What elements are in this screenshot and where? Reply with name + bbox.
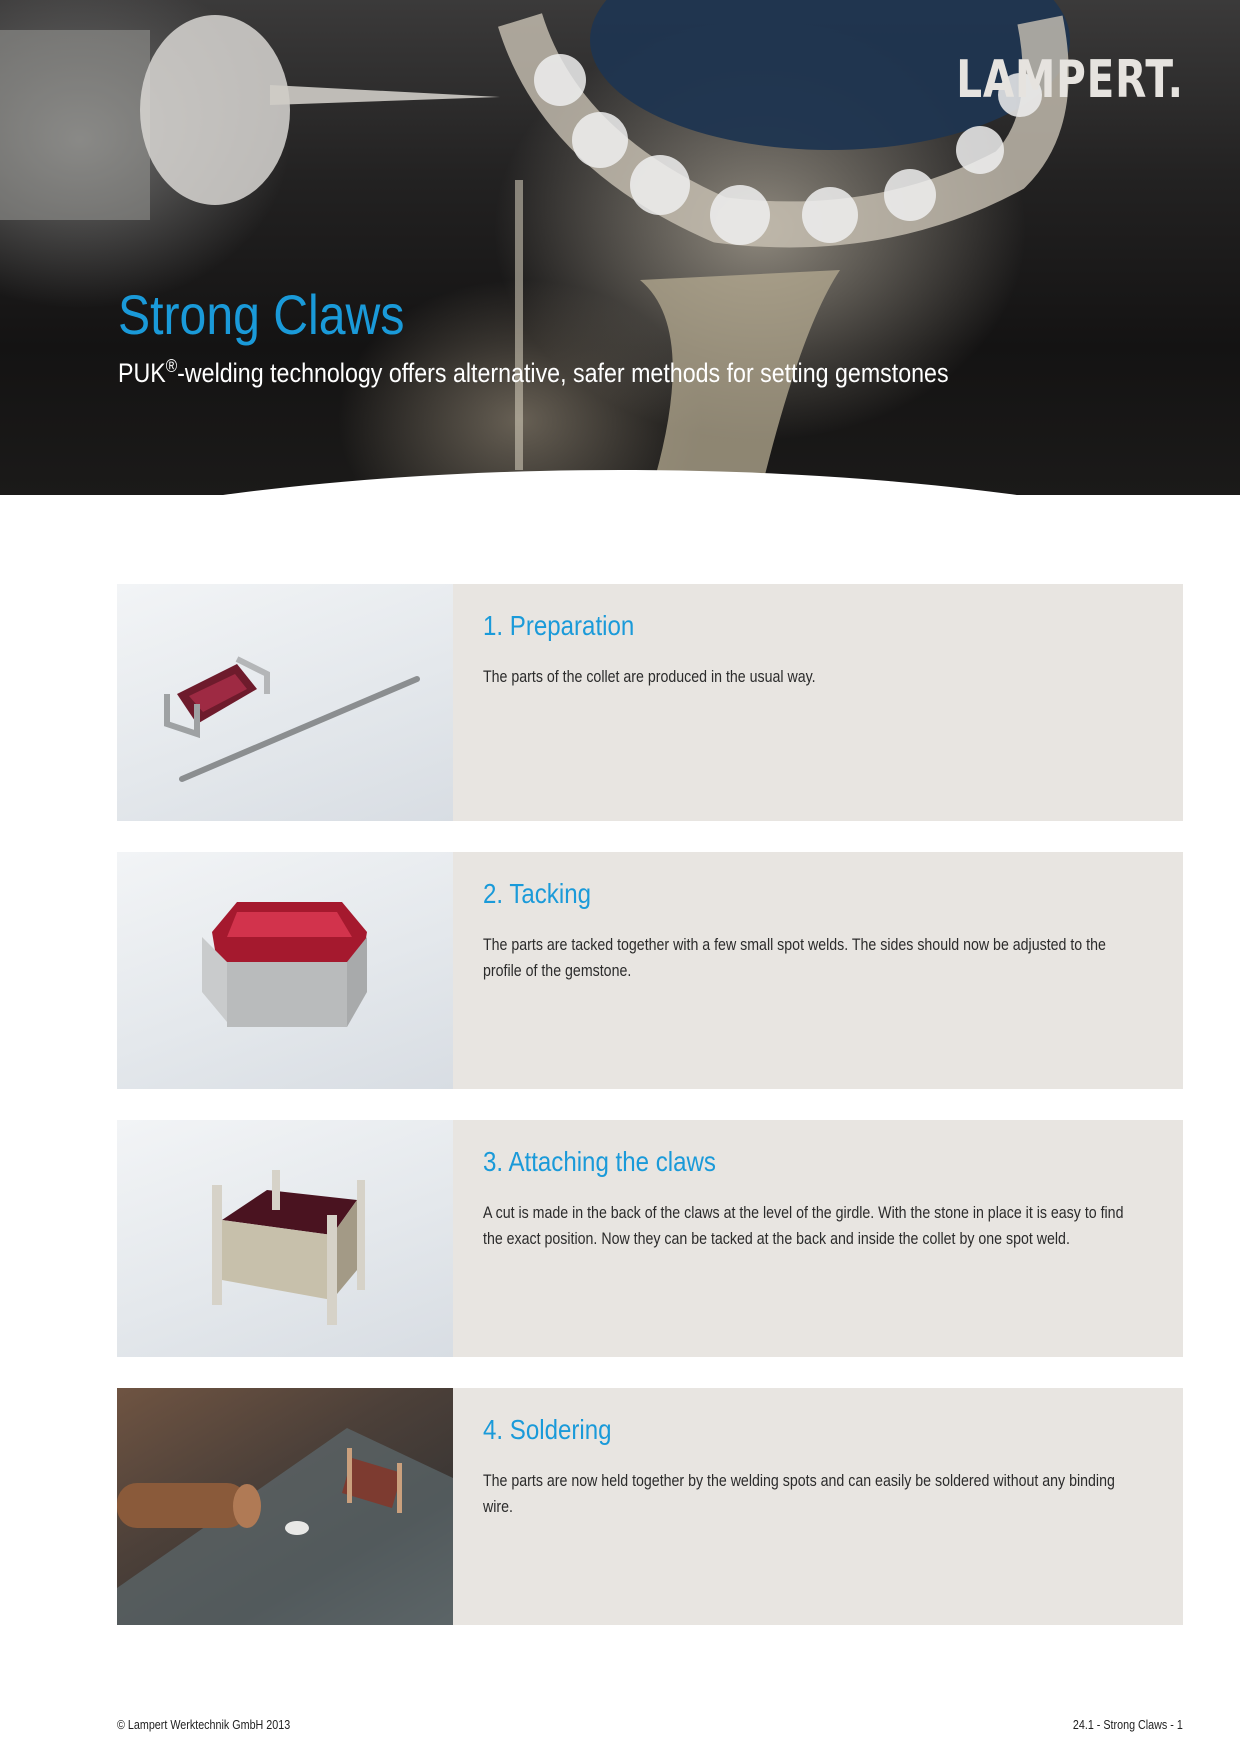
step-title: 2. Tacking bbox=[483, 878, 591, 909]
footer-page-reference: 24.1 - Strong Claws - 1 bbox=[1073, 1718, 1183, 1732]
step-text: The parts of the collet are produced in the usual way. bbox=[483, 668, 816, 686]
step-attaching-claws bbox=[117, 1120, 1183, 1357]
step-photo-tacking bbox=[117, 852, 453, 1089]
steps-list bbox=[117, 584, 1183, 1656]
step-preparation bbox=[117, 584, 1183, 821]
step-photo-soldering bbox=[117, 1388, 453, 1625]
step-photo-attaching-claws bbox=[117, 1120, 453, 1357]
step-title: 4. Soldering bbox=[483, 1414, 612, 1445]
step-title: 1. Preparation bbox=[483, 610, 635, 641]
step-text: A cut is made in the back of the claws at the level of the girdle. With the stone in place it is easy to find the exact position. Now they can be tacked at the back and inside the collet by one spot weld. bbox=[483, 1204, 1124, 1248]
step-title: 3. Attaching the claws bbox=[483, 1146, 716, 1177]
hero-banner bbox=[0, 0, 1240, 495]
step-soldering bbox=[117, 1388, 1183, 1625]
brand-logo: LAMPERT. bbox=[956, 50, 1184, 110]
step-text: The parts are now held together by the welding spots and can easily be soldered without any binding wire. bbox=[483, 1472, 1115, 1516]
step-photo-preparation bbox=[117, 584, 453, 821]
step-tacking bbox=[117, 852, 1183, 1089]
footer-copyright: © Lampert Werktechnik GmbH 2013 bbox=[117, 1718, 291, 1732]
step-text: The parts are tacked together with a few small spot welds. The sides should now be adjusted to the profile of the gemstone. bbox=[483, 936, 1106, 980]
page-title: Strong Claws bbox=[118, 283, 405, 346]
page-subtitle: PUK®-welding technology offers alternative, safer methods for setting gemstones bbox=[118, 356, 949, 388]
